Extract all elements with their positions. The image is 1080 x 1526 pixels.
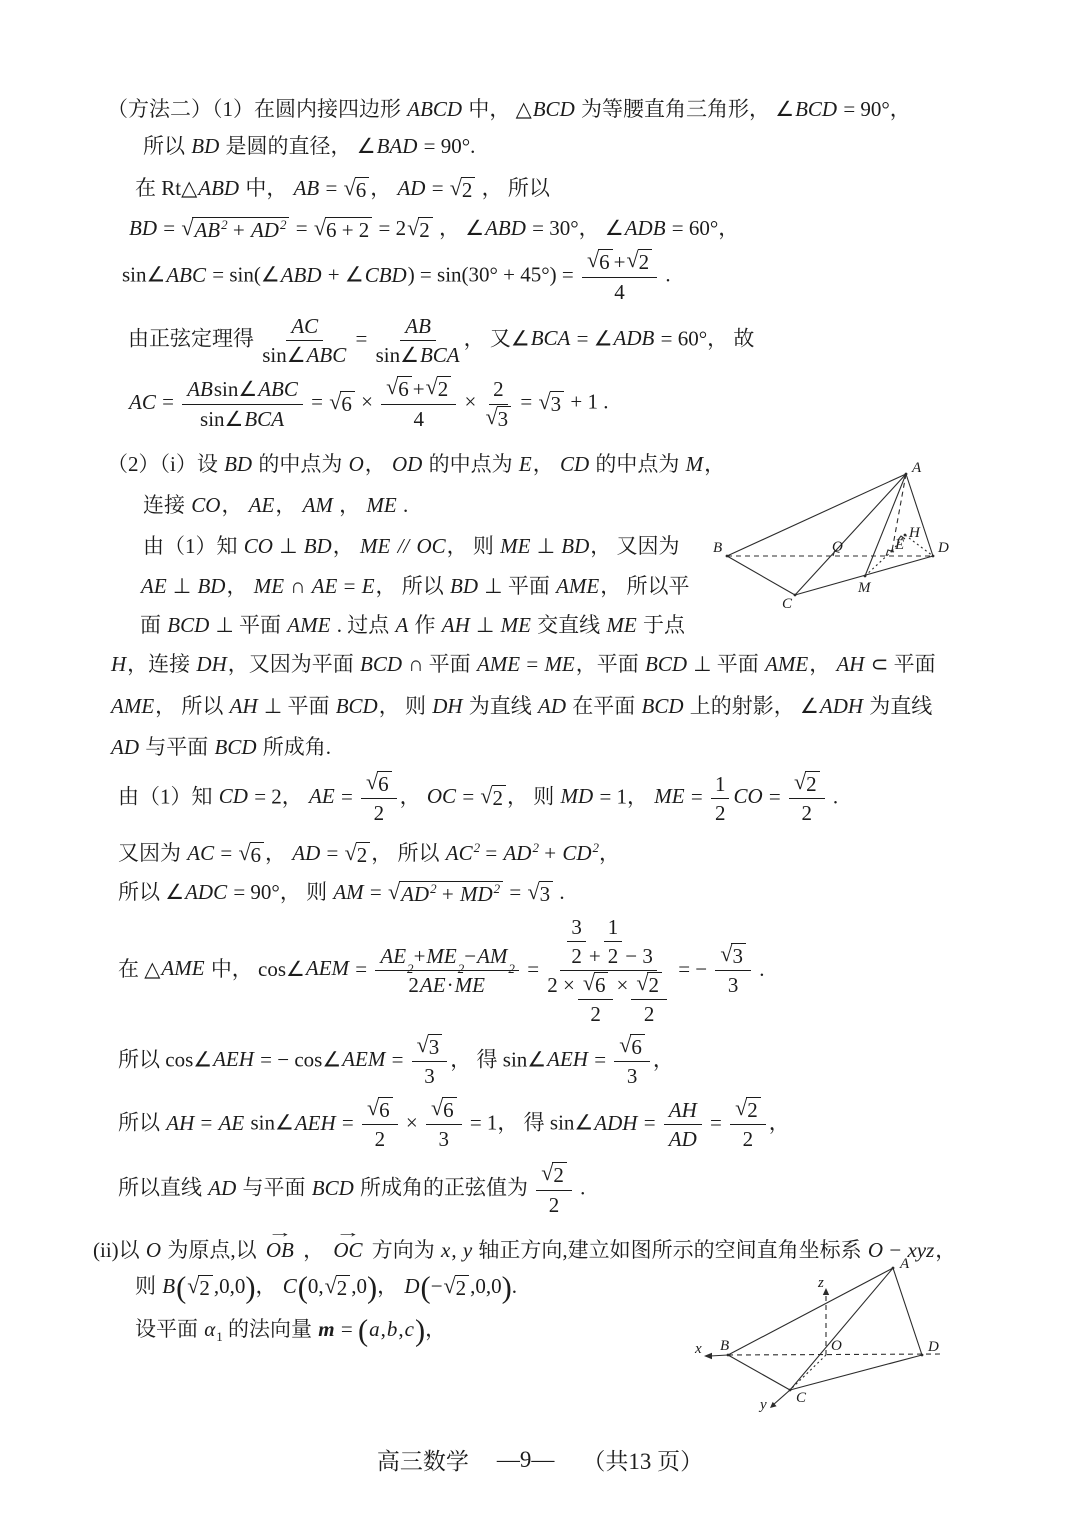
sqrt-expression: √ 6 [344,177,370,203]
sqrt-expression: √ 2 [480,785,506,811]
footer-page-number: —9— [496,1446,555,1472]
fig1-label-O: O [832,539,843,555]
fraction: $\frac{3}{2}$ [567,914,586,970]
fraction: √ 2 2 [789,771,825,826]
text-line: （方法二）（1）在圆内接四边形 ABCD 中， △BCD 为等腰直角三角形， ∠BCD = 90°， [107,97,911,121]
fraction: √ 6 2 [362,1097,398,1152]
footer-course: 高三数学 [376,1449,469,1474]
fraction: AE 2 + ME 2 − AM 2 2 AE · ME [375,943,519,999]
sqrt-expression: √ 6 [386,376,412,402]
fig2-label-C: C [796,1390,807,1406]
sqrt-expression: √ 2 [325,1275,351,1301]
sqrt-expression: √ 6 [587,249,613,275]
text-line: 由（1）知 CO ⊥ BD， ME // OC， 则 ME ⊥ BD， 又因为 [143,534,680,559]
fraction: √ 6 + √ 2 4 [381,376,456,432]
sqrt-expression: √ 6 [367,1097,393,1123]
text-line: 所以 AH = AE sin∠AEH = √ 6 2 × √ 6 3 = 1， 得 sin∠ADH = $\frac{AH}{AD}$ = √ 2 2 ， [118,1094,790,1152]
fig1-label-B: B [713,540,723,556]
sqrt-expression: √ 2 [407,217,433,243]
sqrt-expression: √ 3 [528,881,554,907]
text-line: (ii)以 O 为原点,以 → OB ， → OC 方向为 x, y 轴正方向,建立如图所示的空间直角坐标系 O − xyz， [93,1236,1080,1264]
sqrt-expression: √ 6 + 2 [314,217,372,243]
fig1-label-E: E [895,537,905,553]
text-line: H，连接 DH，又因为平面 BCD ∩ 平面 AME = ME，平面 BCD ⊥ 平面 AME， AH ⊂ 平面 [111,652,936,677]
text-line: 由正弦定理得 AC sin∠ ABC = AB sin∠ BCA ， 又∠BCA = ∠ADB = 60°， 故 [128,313,755,367]
fig2-label-A: A [900,1256,910,1272]
fraction: √ 6 3 [426,1097,462,1152]
text-line: BD = √ $AB^2 + AD^2$ = √ 6 + 2 = 2 √ 2 ， ∠ABD = 30°， ∠ADB = 60°， [129,214,740,243]
text-line: 在 △AME 中， cos∠AEM = AE 2 + ME 2 − AM 2 2 AE · ME = $\frac{3}{2}$ + $\frac{1}{2}$ − 3 2 × √ 6 2 × √ 2 2 = − √ 3 3 . [118,914,765,1027]
sqrt-expression: √ 2 [626,249,652,275]
text-line: 设平面 $\alpha_1$ 的法向量 m = (a,b,c)， [135,1313,447,1348]
fraction: √ 6 + √ 2 4 [582,249,657,305]
fraction: √ 3 3 [715,943,751,998]
page-footer [0,1443,1080,1476]
sqrt-expression: √ 2 [444,1275,470,1301]
text-line: 所以 ∠ADC = 90°， 则 AM = √ $AD^2 + MD^2$ = √ 3 . [118,879,565,907]
sqrt-expression: √ 2 [636,972,662,998]
fraction: √ 6 2 [578,972,614,1027]
vector-notation: → OC [333,1225,363,1262]
text-line: AC = AB sin∠ ABC sin∠ BCA = √ 6 × √ 6 + √ 2 4 × 2 √ 3 = √ 3 + 1 . [129,374,609,431]
fraction: AC sin∠ ABC [262,313,347,367]
sqrt-expression: √ 2 [541,1162,567,1188]
fraction: AB sin∠ BCA [375,313,460,367]
sqrt-expression: √ 3 [486,406,512,432]
sqrt-expression: √ 2 [794,771,820,797]
sqrt-expression: √ 2 [735,1097,761,1123]
fig2-label-B: B [720,1338,730,1354]
sqrt-expression: √ $AB^2 + AD^2$ [181,217,289,243]
sqrt-expression: √ 6 [619,1034,645,1060]
document-lines [0,95,1080,1346]
fig2-label-x: x [695,1341,702,1357]
fig2-label-z: z [818,1275,824,1291]
sqrt-expression: √ 3 [539,391,565,417]
sqrt-expression: √ 6 [431,1097,457,1123]
text-line: AD 与平面 BCD 所成角. [111,735,331,760]
fig2-label-D: D [928,1339,939,1355]
sqrt-expression: √ 2 [450,177,476,203]
sqrt-expression: √ 3 [720,943,746,969]
sqrt-expression: √ 6 [366,771,392,797]
fraction: 2 √ 3 [485,376,513,431]
fraction: $\frac{1}{2}$ [711,771,730,827]
x-axis-arrowhead [704,1353,712,1359]
text-line: 所以直线 AD 与平面 BCD 所成角的正弦值为 √ 2 2 . [118,1160,586,1217]
fraction: √ 6 2 [361,771,397,826]
fraction: √ 3 3 [412,1034,448,1089]
sqrt-expression: √ $AD^2 + MD^2$ [388,881,503,907]
vector-notation: → OB [265,1225,294,1262]
text-line: sin∠ABC = sin(∠ABD + ∠CBD) = sin(30° + 45°) = √ 6 + √ 2 4 . [122,247,671,304]
figure-tetrahedron-solution [700,452,1045,630]
text-line: 由（1）知 CD = 2， AE = √ 6 2 ， OC = √ 2 ， 则 MD = 1， ME = $\frac{1}{2}$ CO = √ 2 2 . [118,768,839,825]
text-line: 又因为 AC = √ 6 ， AD = √ 2 ， 所以 $AC^2 = AD^2 + CD^2$， [118,839,621,868]
fraction: AB sin∠ ABC sin∠ BCA [182,376,303,432]
fig2-label-O: O [831,1338,842,1354]
fraction: $\frac{3}{2}$ + $\frac{1}{2}$ − 3 2 × √ 6 2 × √ 2 2 [547,914,670,1028]
text-line: 所以 BD 是圆的直径， ∠BAD = 90°. [143,134,476,159]
fraction: $\frac{1}{2}$ [604,914,623,970]
sqrt-expression: √ 3 [417,1034,443,1060]
sqrt-expression: √ 6 [238,842,264,868]
sqrt-expression: √ 2 [345,842,371,868]
fraction: $\frac{AH}{AD}$ [664,1097,702,1153]
text-line: 连接 CO， AE， AM ， ME . [143,493,409,518]
sqrt-expression: √ 2 [187,1275,213,1301]
sqrt-expression: √ 2 [426,376,452,402]
text-line: 面 BCD ⊥ 平面 AME . 过点 A 作 AH ⊥ ME 交直线 ME 于点 [140,613,685,638]
fraction: √ 2 2 [730,1097,766,1152]
fraction: √ 2 2 [631,972,667,1027]
fraction: √ 6 3 [614,1034,650,1089]
figure-coordinate-system [690,1253,1025,1428]
fig1-label-H: H [909,525,920,541]
sqrt-expression: √ 6 [329,391,355,417]
fig1-label-M: M [858,580,871,596]
text-line: 所以 cos∠AEH = − cos∠AEM = √ 3 3 ， 得 sin∠AEH = √ 6 3 ， [118,1031,674,1088]
text-line: （2）（i）设 BD 的中点为 O， OD 的中点为 E， CD 的中点为 M， [107,451,726,476]
footer-total-pages: （共13 页） [582,1449,704,1474]
fig1-label-C: C [782,596,793,612]
fig2-label-y: y [760,1397,767,1413]
text-line: 在 Rt△ABD 中， AB = √ 6 ， AD = √ 2 ， 所以 [135,174,550,202]
fig1-label-D: D [938,540,949,556]
text-line: 则 B( √ 2 ,0,0)， C(0, √ 2 ,0)， D(− √ 2 ,0,0). [135,1270,518,1305]
text-line: AME， 所以 AH ⊥ 平面 BCD， 则 DH 为直线 AD 在平面 BCD 上的射影， ∠ADH 为直线 [111,693,933,718]
fraction: √ 2 2 [536,1162,572,1217]
fig1-label-A: A [912,460,922,476]
text-line: AE ⊥ BD， ME ∩ AE = E， 所以 BD ⊥ 平面 AME， 所以平 [141,573,690,598]
sqrt-expression: √ 6 [583,972,609,998]
